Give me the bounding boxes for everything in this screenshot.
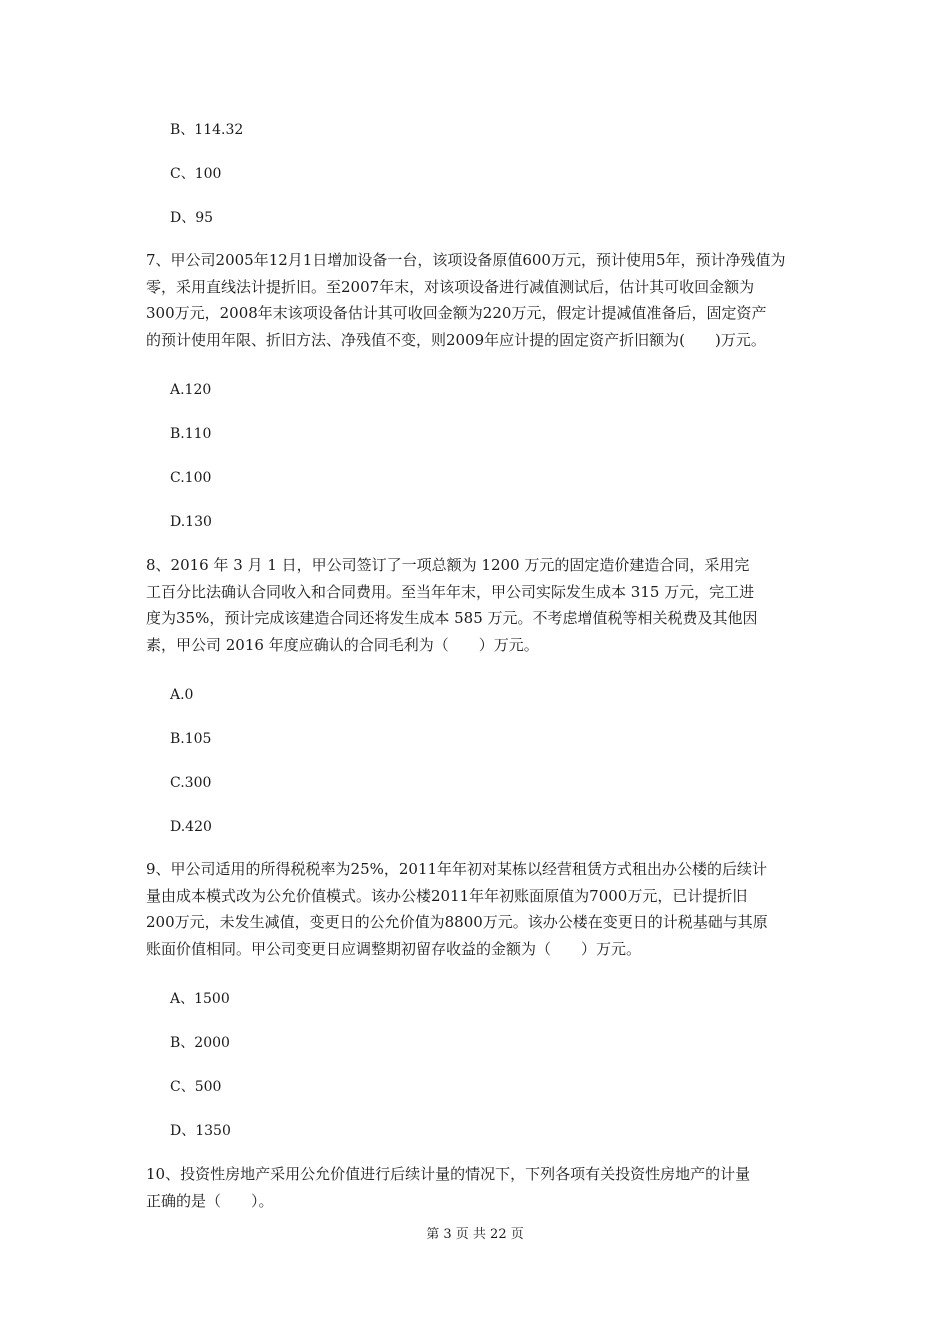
q8-option-a: A.0 [170,687,194,703]
q9-stem [146,856,810,962]
q8-stem-line: 工百分比法确认合同收入和合同费用。至当年年末，甲公司实际发生成本 315 万元，完工进 [146,582,755,601]
q8-stem-line: 度为35%，预计完成该建造合同还将发生成本 585 万元。不考虑增值税等相关税费及其他因 [146,609,758,627]
q9-option-c: C、500 [170,1079,222,1095]
q8-option-d: D.420 [170,819,212,835]
q8-option-b: B.105 [170,731,212,747]
q7-option-a: A.120 [170,382,212,398]
q8-stem-line: 8、2016 年 3 月 1 日，甲公司签订了一项总额为 1200 万元的固定造价建造合同，采用完 [146,556,750,574]
q7-stem-line: 300万元，2008年末该项设备估计其可收回金额为220万元，假定计提减值准备后，固定资产 [146,304,767,322]
q10-stem-line: 正确的是（ ）。 [146,1191,274,1210]
q6-option-c: C、100 [170,166,222,182]
q7-option-c: C.100 [170,470,212,486]
q6-option-d: D、95 [170,210,214,226]
q7-stem-line: 7、甲公司2005年12月1日增加设备一台，该项设备原值600万元，预计使用5年，预计净残值为 [146,251,786,269]
q8-stem-line: 素，甲公司 2016 年度应确认的合同毛利为（ ）万元。 [146,635,539,654]
q9-stem-line: 200万元，未发生减值，变更日的公允价值为8800万元。该办公楼在变更日的计税基础与其原 [146,913,768,931]
q10-stem [146,1161,810,1214]
q7-stem-line: 零，采用直线法计提折旧。至2007年末，对该项设备进行减值测试后，估计其可收回金额为 [146,277,755,296]
q7-stem-line: 的预计使用年限、折旧方法、净残值不变，则2009年应计提的固定资产折旧额为( )万元。 [146,330,766,349]
q7-stem [146,247,810,353]
q7-option-b: B.110 [170,426,212,442]
q9-stem-line: 账面价值相同。甲公司变更日应调整期初留存收益的金额为（ ）万元。 [146,939,642,958]
q9-option-a: A、1500 [170,991,230,1007]
q8-stem [146,552,810,658]
q9-stem-line: 量由成本模式改为公允价值模式。该办公楼2011年年初账面原值为7000万元，已计提折旧 [146,886,748,905]
q6-option-b: B、114.32 [170,122,244,138]
q9-option-b: B、2000 [170,1035,230,1051]
q9-stem-line: 9、甲公司适用的所得税税率为25%，2011年年初对某栋以经营租赁方式租出办公楼的后续计 [146,860,768,878]
page-number: 第 3 页 共 22 页 [426,1227,524,1242]
q10-stem-line: 10、投资性房地产采用公允价值进行后续计量的情况下，下列各项有关投资性房地产的计量 [146,1165,751,1183]
q7-option-d: D.130 [170,514,212,530]
q9-option-d: D、1350 [170,1123,231,1139]
q8-option-c: C.300 [170,775,212,791]
